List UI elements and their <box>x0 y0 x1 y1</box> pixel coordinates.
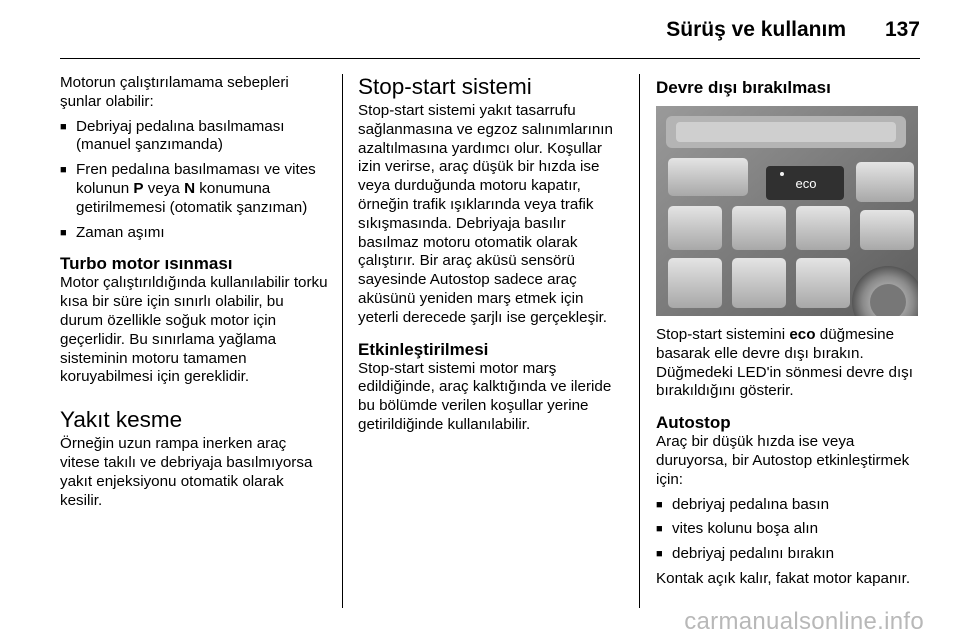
deactivation-text: Stop-start sistemini eco düğmesine basarak elle devre dışı bırakın. Düğmedeki LED'in sönmesi devre dışı bırakıldığını gösterir. <box>656 326 913 400</box>
turbo-heading: Turbo motor ısınması <box>60 254 233 274</box>
header-title: Sürüş ve kullanım <box>666 18 846 41</box>
autostop-text: Araç bir düşük hızda ise veya duruyorsa, bir Autostop etkinleştirmek için: <box>656 433 910 488</box>
bullet-square-icon: ■ <box>656 498 663 511</box>
column-middle <box>358 74 626 435</box>
bullet-square-icon: ■ <box>60 120 67 133</box>
autostop-list <box>656 496 922 564</box>
bullet-square-icon: ■ <box>656 523 663 536</box>
deactivation-heading: Devre dışı bırakılması <box>656 78 831 97</box>
gear-n: N <box>184 179 196 197</box>
watermark: carmanualsonline.info <box>684 608 924 635</box>
list-item: ■ debriyaj pedalını bırakın <box>656 545 835 563</box>
list-item: ■ Fren pedalına basılmaması ve vites kolunun P veya N konumuna getirilmemesi (otomatik şanzıman) <box>60 161 316 216</box>
stop-start-text: Stop-start sistemi yakıt tasarrufu sağlanmasına ve egzoz salınımlarının azaltılmasına yardımcı olur. Koşullar izin verirse, araç düşük bir hızda ise veya durduğunda motoru kapatır, örneğin trafik ışıklarında veya trafik sıkışmasında. Debriyaja basılır basılmaz motoru otomatik olarak çalıştırır. Bir araç aküsü sensörü sayesinde Autostop sadece araç aküsünü yeniden marş etmek için yeterli derecede şarjlı ise gerçekleşir. <box>358 102 613 326</box>
column-divider-2 <box>639 74 640 608</box>
eco-button-photo <box>656 106 918 316</box>
column-left <box>60 74 328 510</box>
bullet-square-icon: ■ <box>60 226 67 239</box>
gear-p: P <box>133 179 144 197</box>
list-item: ■ Zaman aşımı <box>60 223 165 241</box>
stop-start-heading: Stop-start sistemi <box>358 74 532 99</box>
turbo-text: Motor çalıştırıldığında kullanılabilir torku kısa bir süre için sınırlı olabilir, bu durum özellikle soğuk motor için geçerlidir. Bu sınırlama yağlama sisteminin motoru tamamen koruyabilmesi için gereklidir. <box>60 274 328 386</box>
cause-list <box>60 118 328 243</box>
column-right <box>656 74 922 589</box>
activation-heading: Etkinleştirilmesi <box>358 339 489 359</box>
intro-text: Motorun çalıştırılamama sebepleri şunlar olabilir: <box>60 74 289 110</box>
autostop-heading: Autostop <box>656 413 731 433</box>
bullet-square-icon: ■ <box>656 548 663 561</box>
activation-text: Stop-start sistemi motor marş edildiğinde, araç kalktığında ve ileride bu bölümde verilen koşullar yerine getirildiğinde kullanılabilir. <box>358 359 612 433</box>
autostop-final-text: Kontak açık kalır, fakat motor kapanır. <box>656 569 911 587</box>
list-item: ■ Debriyaj pedalına basılmaması (manuel şanzımanda) <box>60 117 285 154</box>
fuel-cut-text: Örneğin uzun rampa inerken araç vitese takılı ve debriyaja basılmıyorsa yakıt enjeksiyonu otomatik olarak kesilir. <box>60 435 313 509</box>
bullet-square-icon: ■ <box>60 164 67 177</box>
page-number: 137 <box>884 18 920 41</box>
list-item: ■ vites kolunu boşa alın <box>656 520 819 538</box>
fuel-cut-heading: Yakıt kesme <box>60 407 183 433</box>
column-divider-1 <box>342 74 343 608</box>
list-item: ■ debriyaj pedalına basın <box>656 495 830 513</box>
page-header <box>60 0 920 59</box>
eco-button-name: eco <box>789 326 816 343</box>
eco-label: eco <box>795 176 817 191</box>
